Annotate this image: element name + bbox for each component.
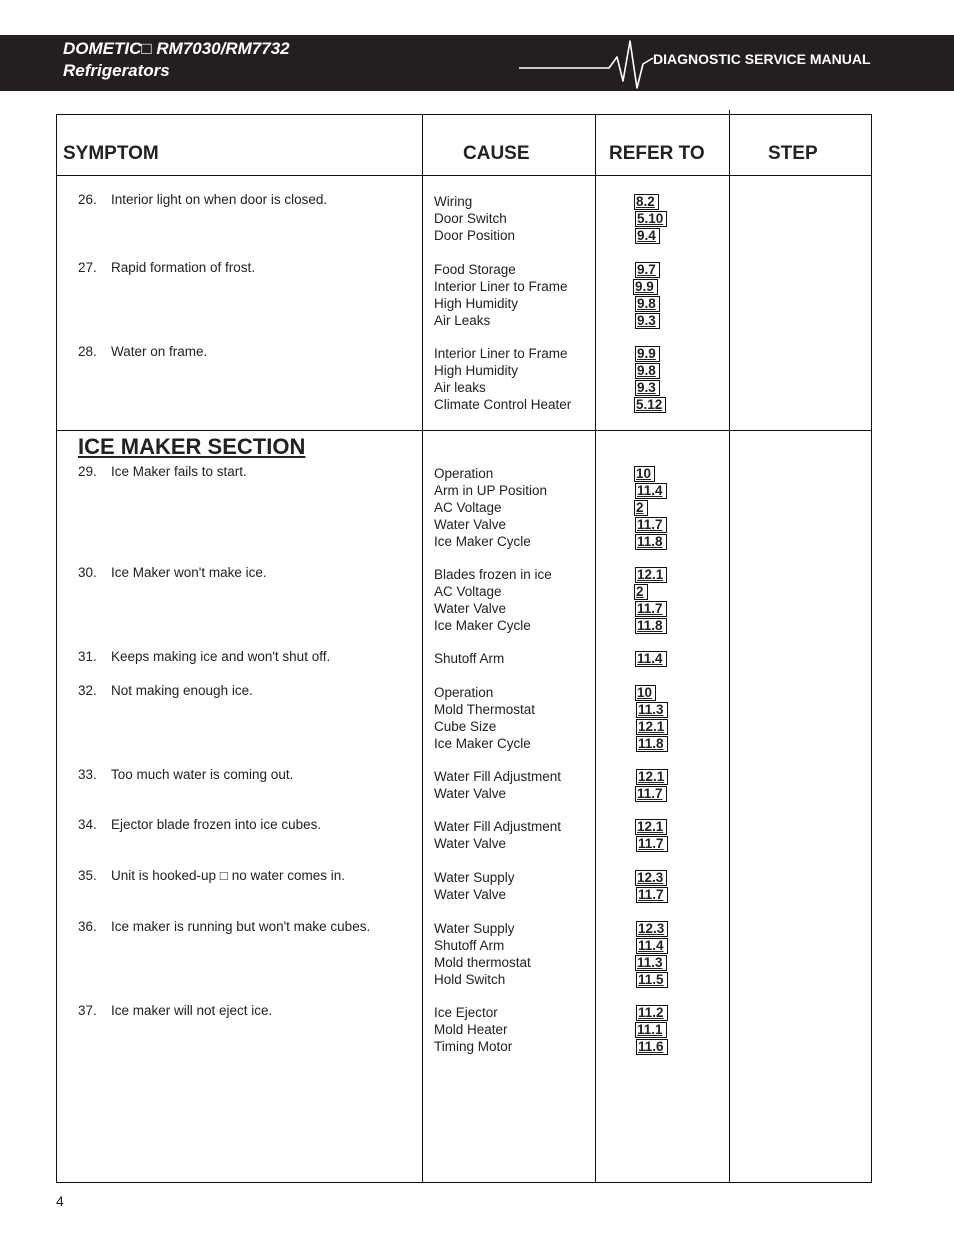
cause-text: Timing Motor (434, 1039, 513, 1054)
refer-to-link[interactable]: 12.1 (635, 567, 667, 583)
cause-text: Food Storage (434, 262, 516, 277)
symptom-number: 34. (78, 817, 97, 832)
refer-to-link[interactable]: 11.8 (635, 534, 667, 550)
cause-text: Water Valve (434, 836, 507, 851)
column-divider-symptom (422, 114, 423, 1183)
refer-to-link[interactable]: 9.9 (635, 346, 660, 362)
refer-to-link[interactable]: 12.3 (636, 921, 668, 937)
cause-text: Ice Maker Cycle (434, 618, 531, 633)
symptom-text: Ice maker will not eject ice. (111, 1003, 273, 1018)
cause-text: Water Fill Adjustment (434, 819, 562, 834)
cause-text: Climate Control Heater (434, 397, 572, 412)
refer-to-link[interactable]: 12.1 (635, 819, 667, 835)
symptom-text: Not making enough ice. (111, 683, 253, 698)
symptom-number: 35. (78, 868, 97, 883)
cause-text: Water Valve (434, 786, 507, 801)
cause-text: AC Voltage (434, 584, 502, 599)
header-step: STEP (768, 143, 818, 164)
refer-to-link[interactable]: 11.5 (636, 972, 668, 988)
refer-to-link[interactable]: 9.7 (635, 262, 660, 278)
symptom-text: Ice maker is running but won't make cubes. (111, 919, 371, 934)
cause-text: Wiring (434, 194, 473, 209)
symptom-number: 31. (78, 649, 97, 664)
refer-to-link[interactable]: 10 (634, 466, 655, 482)
cause-text: Air leaks (434, 380, 486, 395)
cause-text: Interior Liner to Frame (434, 279, 568, 294)
refer-to-link[interactable]: 9.4 (635, 228, 660, 244)
cause-text: Cube Size (434, 719, 497, 734)
symptom-text: Ejector blade frozen into ice cubes. (111, 817, 322, 832)
symptom-number: 29. (78, 464, 97, 479)
symptom-text: Keeps making ice and won't shut off. (111, 649, 331, 664)
cause-text: Mold Thermostat (434, 702, 536, 717)
cause-text: Water Valve (434, 887, 507, 902)
cause-text: High Humidity (434, 363, 519, 378)
cause-text: Ice Maker Cycle (434, 534, 531, 549)
refer-to-link[interactable]: 11.7 (635, 786, 667, 802)
refer-to-link[interactable]: 11.4 (636, 938, 668, 954)
cause-text: High Humidity (434, 296, 519, 311)
table-right-border (871, 114, 872, 1183)
cause-text: Water Fill Adjustment (434, 769, 562, 784)
symptom-number: 37. (78, 1003, 97, 1018)
header-symptom: SYMPTOM (63, 143, 159, 164)
refer-to-link[interactable]: 11.7 (636, 887, 668, 903)
header-divider (56, 175, 872, 176)
cause-text: AC Voltage (434, 500, 502, 515)
header-band (0, 35, 954, 91)
cause-text: Operation (434, 685, 494, 700)
column-divider-refer (729, 110, 730, 1183)
cause-text: Water Valve (434, 601, 507, 616)
heartbeat-line-icon (517, 37, 657, 89)
symptom-text: Too much water is coming out. (111, 767, 294, 782)
page-number: 4 (56, 1193, 64, 1209)
header-refer-to: REFER TO (609, 143, 705, 164)
manual-title: DIAGNOSTIC SERVICE MANUAL (653, 51, 871, 67)
refer-to-link[interactable]: 11.7 (635, 601, 667, 617)
ice-maker-section-title: ICE MAKER SECTION (78, 434, 306, 459)
refer-to-link[interactable]: 11.4 (635, 483, 667, 499)
symptom-text: Ice Maker fails to start. (111, 464, 247, 479)
symptom-number: 33. (78, 767, 97, 782)
refer-to-link[interactable]: 9.8 (635, 363, 660, 379)
refer-to-link[interactable]: 9.9 (633, 279, 658, 295)
symptom-text: Rapid formation of frost. (111, 260, 256, 275)
cause-text: Arm in UP Position (434, 483, 548, 498)
refer-to-link[interactable]: 11.6 (636, 1039, 668, 1055)
refer-to-link[interactable]: 5.12 (634, 397, 666, 413)
cause-text: Door Switch (434, 211, 507, 226)
refer-to-link[interactable]: 9.3 (635, 313, 660, 329)
symptom-text: Ice Maker won't make ice. (111, 565, 267, 580)
refer-to-link[interactable]: 11.3 (636, 702, 668, 718)
cause-text: Interior Liner to Frame (434, 346, 568, 361)
cause-text: Door Position (434, 228, 516, 243)
refer-to-link[interactable]: 12.3 (635, 870, 667, 886)
cause-text: Shutoff Arm (434, 938, 505, 953)
refer-to-link[interactable]: 2 (634, 584, 648, 600)
symptom-number: 27. (78, 260, 97, 275)
refer-to-link[interactable]: 11.7 (636, 836, 668, 852)
symptom-text: Interior light on when door is closed. (111, 192, 328, 207)
table-left-border (56, 114, 57, 1183)
cause-text: Mold Heater (434, 1022, 508, 1037)
refer-to-link[interactable]: 12.1 (636, 719, 668, 735)
cause-text: Water Supply (434, 870, 515, 885)
symptom-number: 30. (78, 565, 97, 580)
refer-to-link[interactable]: 12.1 (636, 769, 668, 785)
cause-text: Hold Switch (434, 972, 506, 987)
cause-text: Mold thermostat (434, 955, 531, 970)
symptom-text: Water on frame. (111, 344, 208, 359)
cause-text: Water Valve (434, 517, 507, 532)
cause-text: Shutoff Arm (434, 651, 505, 666)
brand-subtitle: Refrigerators (63, 61, 170, 80)
section-divider (56, 430, 872, 431)
refer-to-link[interactable]: 11.7 (635, 517, 667, 533)
symptom-number: 36. (78, 919, 97, 934)
table-bottom-border (56, 1182, 872, 1183)
column-divider-cause (595, 114, 596, 1183)
cause-text: Water Supply (434, 921, 515, 936)
cause-text: Air Leaks (434, 313, 491, 328)
symptom-text: Unit is hooked-up □ no water comes in. (111, 868, 346, 883)
refer-to-link[interactable]: 2 (634, 500, 648, 516)
brand-title: DOMETIC□ RM7030/RM7732 (63, 39, 290, 58)
refer-to-link[interactable]: 10 (635, 685, 656, 701)
refer-to-link[interactable]: 11.8 (636, 736, 668, 752)
header-cause: CAUSE (463, 143, 530, 164)
table-top-border (56, 114, 872, 115)
refer-to-link[interactable]: 8.2 (634, 194, 659, 210)
cause-text: Ice Maker Cycle (434, 736, 531, 751)
symptom-number: 32. (78, 683, 97, 698)
refer-to-link[interactable]: 9.8 (635, 296, 660, 312)
refer-to-link[interactable]: 9.3 (635, 380, 660, 396)
cause-text: Operation (434, 466, 494, 481)
refer-to-link[interactable]: 11.3 (635, 955, 667, 971)
refer-to-link[interactable]: 11.4 (635, 651, 667, 667)
cause-text: Ice Ejector (434, 1005, 498, 1020)
refer-to-link[interactable]: 5.10 (635, 211, 667, 227)
symptom-number: 28. (78, 344, 97, 359)
refer-to-link[interactable]: 11.1 (635, 1022, 667, 1038)
cause-text: Blades frozen in ice (434, 567, 552, 582)
refer-to-link[interactable]: 11.2 (636, 1005, 668, 1021)
symptom-number: 26. (78, 192, 97, 207)
refer-to-link[interactable]: 11.8 (635, 618, 667, 634)
